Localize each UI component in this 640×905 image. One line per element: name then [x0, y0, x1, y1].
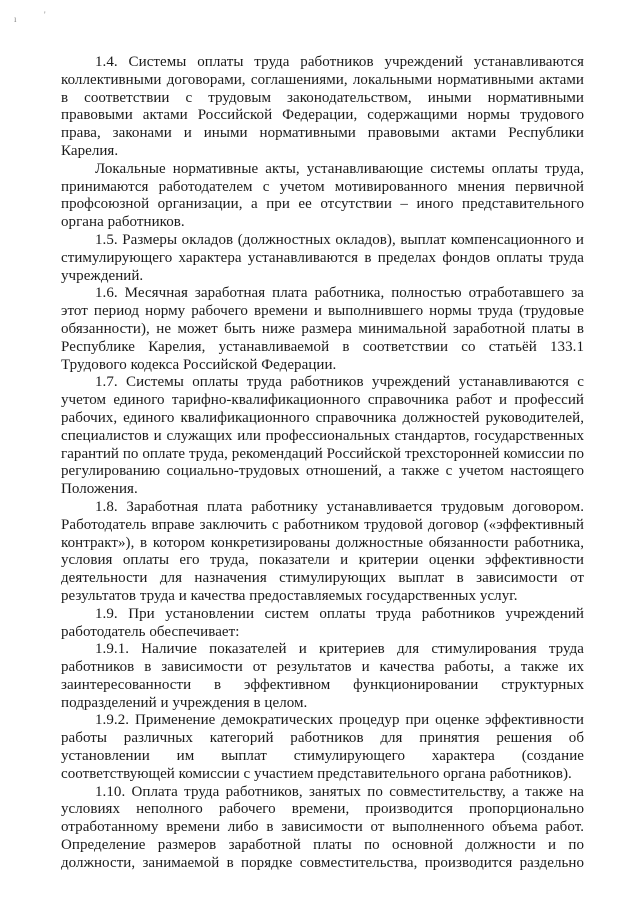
scan-mark: ' — [44, 10, 46, 20]
paragraph-1-7: 1.7. Системы оплаты труда работников учреждений устанавливаются с учетом единого тарифно-квалификационного справочника работ и профессий рабочих, единого квалификационного справочника должностей руководителей, специалистов и служащих или профессиональных стандартов, государственных гарантий по оплате труда, рекомендаций Российской трехсторонней комиссии по регулированию социально-трудовых отношений, а также с учетом настоящего Положения. — [61, 374, 584, 498]
paragraph-1-6: 1.6. Месячная заработная плата работника, полностью отработавшего за этот период норму рабочего времени и выполнившего нормы труда (трудовые обязанности), не может быть ниже размера минимальной заработной платы в Республике Карелия, устанавливаемой в соответствии со статьёй 133.1 Трудового кодекса Российской Федерации. — [61, 285, 584, 373]
paragraph-1-4: 1.4. Системы оплаты труда работников учреждений устанавливаются коллективными договорами, соглашениями, локальными нормативными актами в соответствии с трудовым законодательством, иными нормативными правовыми актами Российской Федерации, содержащими нормы трудового права, законами и иными нормативными правовыми актами Республики Карелия. — [61, 54, 584, 159]
paragraph-1-9-1: 1.9.1. Наличие показателей и критериев для стимулирования труда работников в зависимости от результатов и качества работы, а также их заинтересованности в эффективном функционировании структурных подразделений и учреждения в целом. — [61, 641, 584, 711]
paragraph-1-10: 1.10. Оплата труда работников, занятых по совместительству, а также на условиях неполного рабочего времени, производится пропорционально отработанному времени либо в зависимости от выполненного объема работ. Определение размеров заработной платы по основной должности и по должности, занимаемой в порядке совместительства, производится раздельно — [61, 783, 584, 871]
paragraph-local-acts: Локальные нормативные акты, устанавливающие системы оплаты труда, принимаются работодателем с учетом мотивированного мнения первичной профсоюзной организации, а при ее отсутствии – иного представительного органа работников. — [61, 160, 584, 231]
scan-mark: ı — [14, 14, 17, 24]
paragraph-1-9-2: 1.9.2. Применение демократических процедур при оценке эффективности работы различных категорий работников для принятия решения об установлении им выплат стимулирующего характера (создание соответствующей комиссии с участием представительного органа работников). — [61, 712, 584, 782]
paragraph-1-8: 1.8. Заработная плата работнику устанавливается трудовым договором. Работодатель вправе заключить с работником трудовой договор («эффективный контракт»), в котором конкретизированы должностные обязанности работника, условия оплаты его труда, показатели и критерии оценки эффективности деятельности для назначения стимулирующих выплат в зависимости от результатов труда и качества предоставляемых государственных услуг. — [61, 498, 584, 604]
document-body — [61, 54, 584, 873]
paragraph-1-9: 1.9. При установлении систем оплаты труда работников учреждений работодатель обеспечивает: — [61, 605, 584, 640]
paragraph-1-5: 1.5. Размеры окладов (должностных окладов), выплат компенсационного и стимулирующего характера устанавливаются в пределах фондов оплаты труда учреждений. — [61, 231, 584, 284]
